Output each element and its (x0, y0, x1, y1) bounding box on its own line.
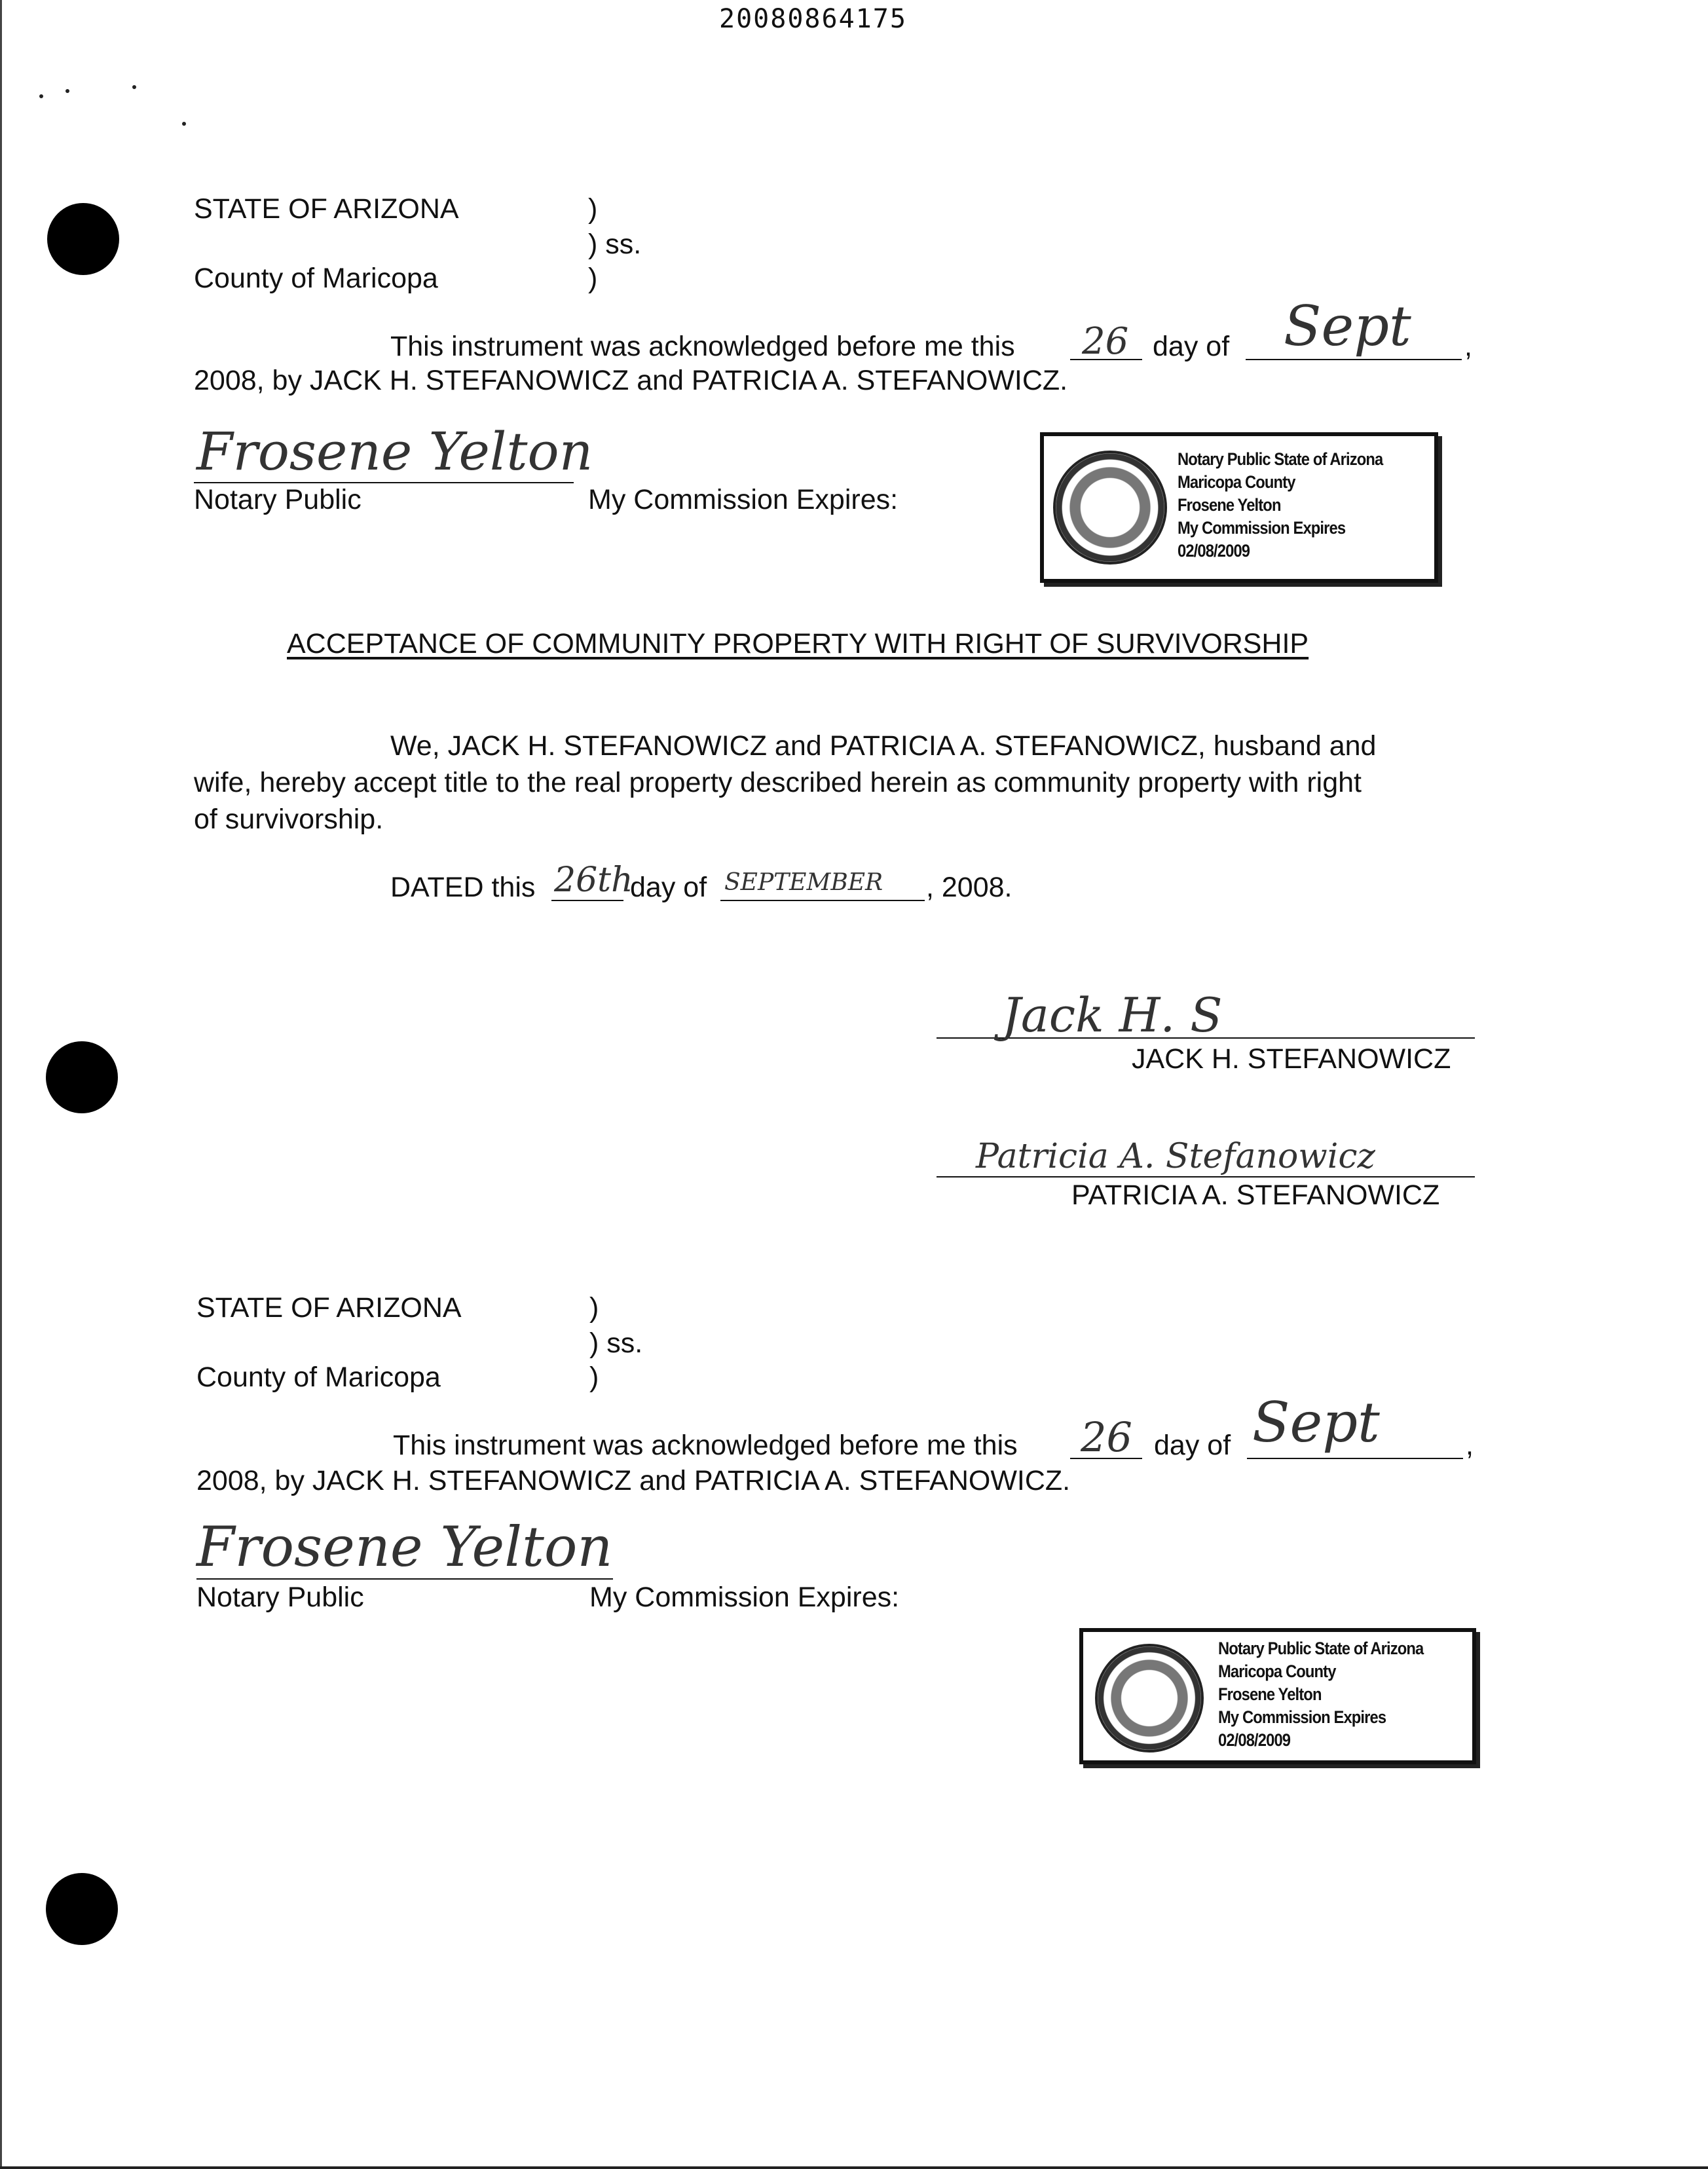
scan-speck (132, 85, 136, 89)
notary-public-label: Notary Public (196, 1582, 364, 1613)
venue-state: STATE OF ARIZONA (196, 1292, 462, 1324)
dated-day-of: day of (630, 872, 707, 903)
arizona-seal-icon (1053, 451, 1167, 565)
punch-hole (46, 1873, 118, 1945)
notary-seal-stamp (1040, 432, 1438, 583)
ack-month-handwritten: Sept (1252, 1390, 1380, 1455)
blank-line (1247, 1458, 1463, 1459)
ack-day-handwritten: 26 (1082, 320, 1129, 363)
seal-line: Frosene Yelton (1178, 495, 1281, 515)
venue-state: STATE OF ARIZONA (194, 193, 459, 225)
commission-label: My Commission Expires: (589, 1582, 900, 1613)
acceptance-paragraph-line: of survivorship. (194, 804, 384, 835)
ack-line-1: This instrument was acknowledged before me this (393, 1430, 1018, 1461)
venue-ss: ) ss. (589, 1327, 643, 1359)
blank-line (551, 900, 623, 901)
seal-line: Maricopa County (1178, 472, 1295, 492)
punch-hole (46, 1041, 118, 1113)
venue-paren: ) (588, 193, 598, 225)
patricia-signature: Patricia A. Stefanowicz (976, 1137, 1375, 1176)
document-number: 20080864175 (719, 4, 907, 34)
scan-speck (39, 94, 43, 98)
seal-line: Notary Public State of Arizona (1218, 1639, 1424, 1658)
notary-public-label: Notary Public (194, 484, 362, 515)
ack-month-handwritten: Sept (1284, 294, 1411, 358)
seal-line: Notary Public State of Arizona (1178, 449, 1383, 469)
blank-line (720, 900, 925, 901)
dated-day-handwritten: 26th (554, 861, 633, 900)
dated-month-handwritten: SEPTEMBER (724, 869, 883, 896)
patricia-name: PATRICIA A. STEFANOWICZ (1071, 1179, 1440, 1211)
notary-signature: Frosene Yelton (196, 1515, 613, 1579)
scan-speck (182, 122, 186, 126)
venue-county: County of Maricopa (194, 263, 438, 294)
scan-bottom-edge (0, 2166, 1708, 2169)
scan-speck (65, 89, 69, 93)
seal-line: My Commission Expires (1178, 518, 1346, 538)
ack-line-1: This instrument was acknowledged before me this (390, 331, 1015, 362)
ack-line-2: 2008, by JACK H. STEFANOWICZ and PATRICIA A. STEFANOWICZ. (196, 1465, 1071, 1496)
seal-line: 02/08/2009 (1218, 1730, 1291, 1750)
notary-seal-stamp (1079, 1628, 1476, 1764)
venue-county: County of Maricopa (196, 1362, 441, 1393)
ack-comma: , (1466, 1430, 1474, 1461)
jack-signature: Jack H. S (1002, 988, 1223, 1043)
commission-label: My Commission Expires: (588, 484, 899, 515)
seal-line: 02/08/2009 (1178, 541, 1250, 561)
seal-line: Frosene Yelton (1218, 1684, 1322, 1704)
notary-signature-line (194, 482, 574, 483)
ack-day-of: day of (1154, 1430, 1231, 1461)
dated-suffix: , 2008. (926, 872, 1012, 903)
seal-line: My Commission Expires (1218, 1707, 1386, 1727)
patricia-signature-line (937, 1176, 1475, 1177)
ack-day-handwritten: 26 (1081, 1413, 1132, 1461)
dated-prefix: DATED this (390, 872, 536, 903)
punch-hole (47, 203, 119, 275)
ack-comma: , (1464, 331, 1472, 362)
venue-paren: ) (588, 263, 598, 294)
jack-name: JACK H. STEFANOWICZ (1132, 1043, 1451, 1075)
acceptance-paragraph-line: We, JACK H. STEFANOWICZ and PATRICIA A. STEFANOWICZ, husband and (390, 730, 1377, 762)
venue-paren: ) (589, 1362, 599, 1393)
notary-signature: Frosene Yelton (196, 421, 593, 482)
ack-day-of: day of (1153, 331, 1230, 362)
arizona-seal-icon (1095, 1644, 1204, 1752)
ack-line-2: 2008, by JACK H. STEFANOWICZ and PATRICIA A. STEFANOWICZ. (194, 365, 1068, 396)
blank-line (1246, 359, 1462, 360)
acceptance-heading: ACCEPTANCE OF COMMUNITY PROPERTY WITH RIGHT OF SURVIVORSHIP (287, 628, 1309, 659)
seal-line: Maricopa County (1218, 1661, 1336, 1681)
acceptance-paragraph-line: wife, hereby accept title to the real property described herein as community property with right (194, 767, 1362, 798)
venue-paren: ) (589, 1292, 599, 1324)
scan-left-edge (0, 0, 2, 2169)
venue-ss: ) ss. (588, 229, 642, 260)
